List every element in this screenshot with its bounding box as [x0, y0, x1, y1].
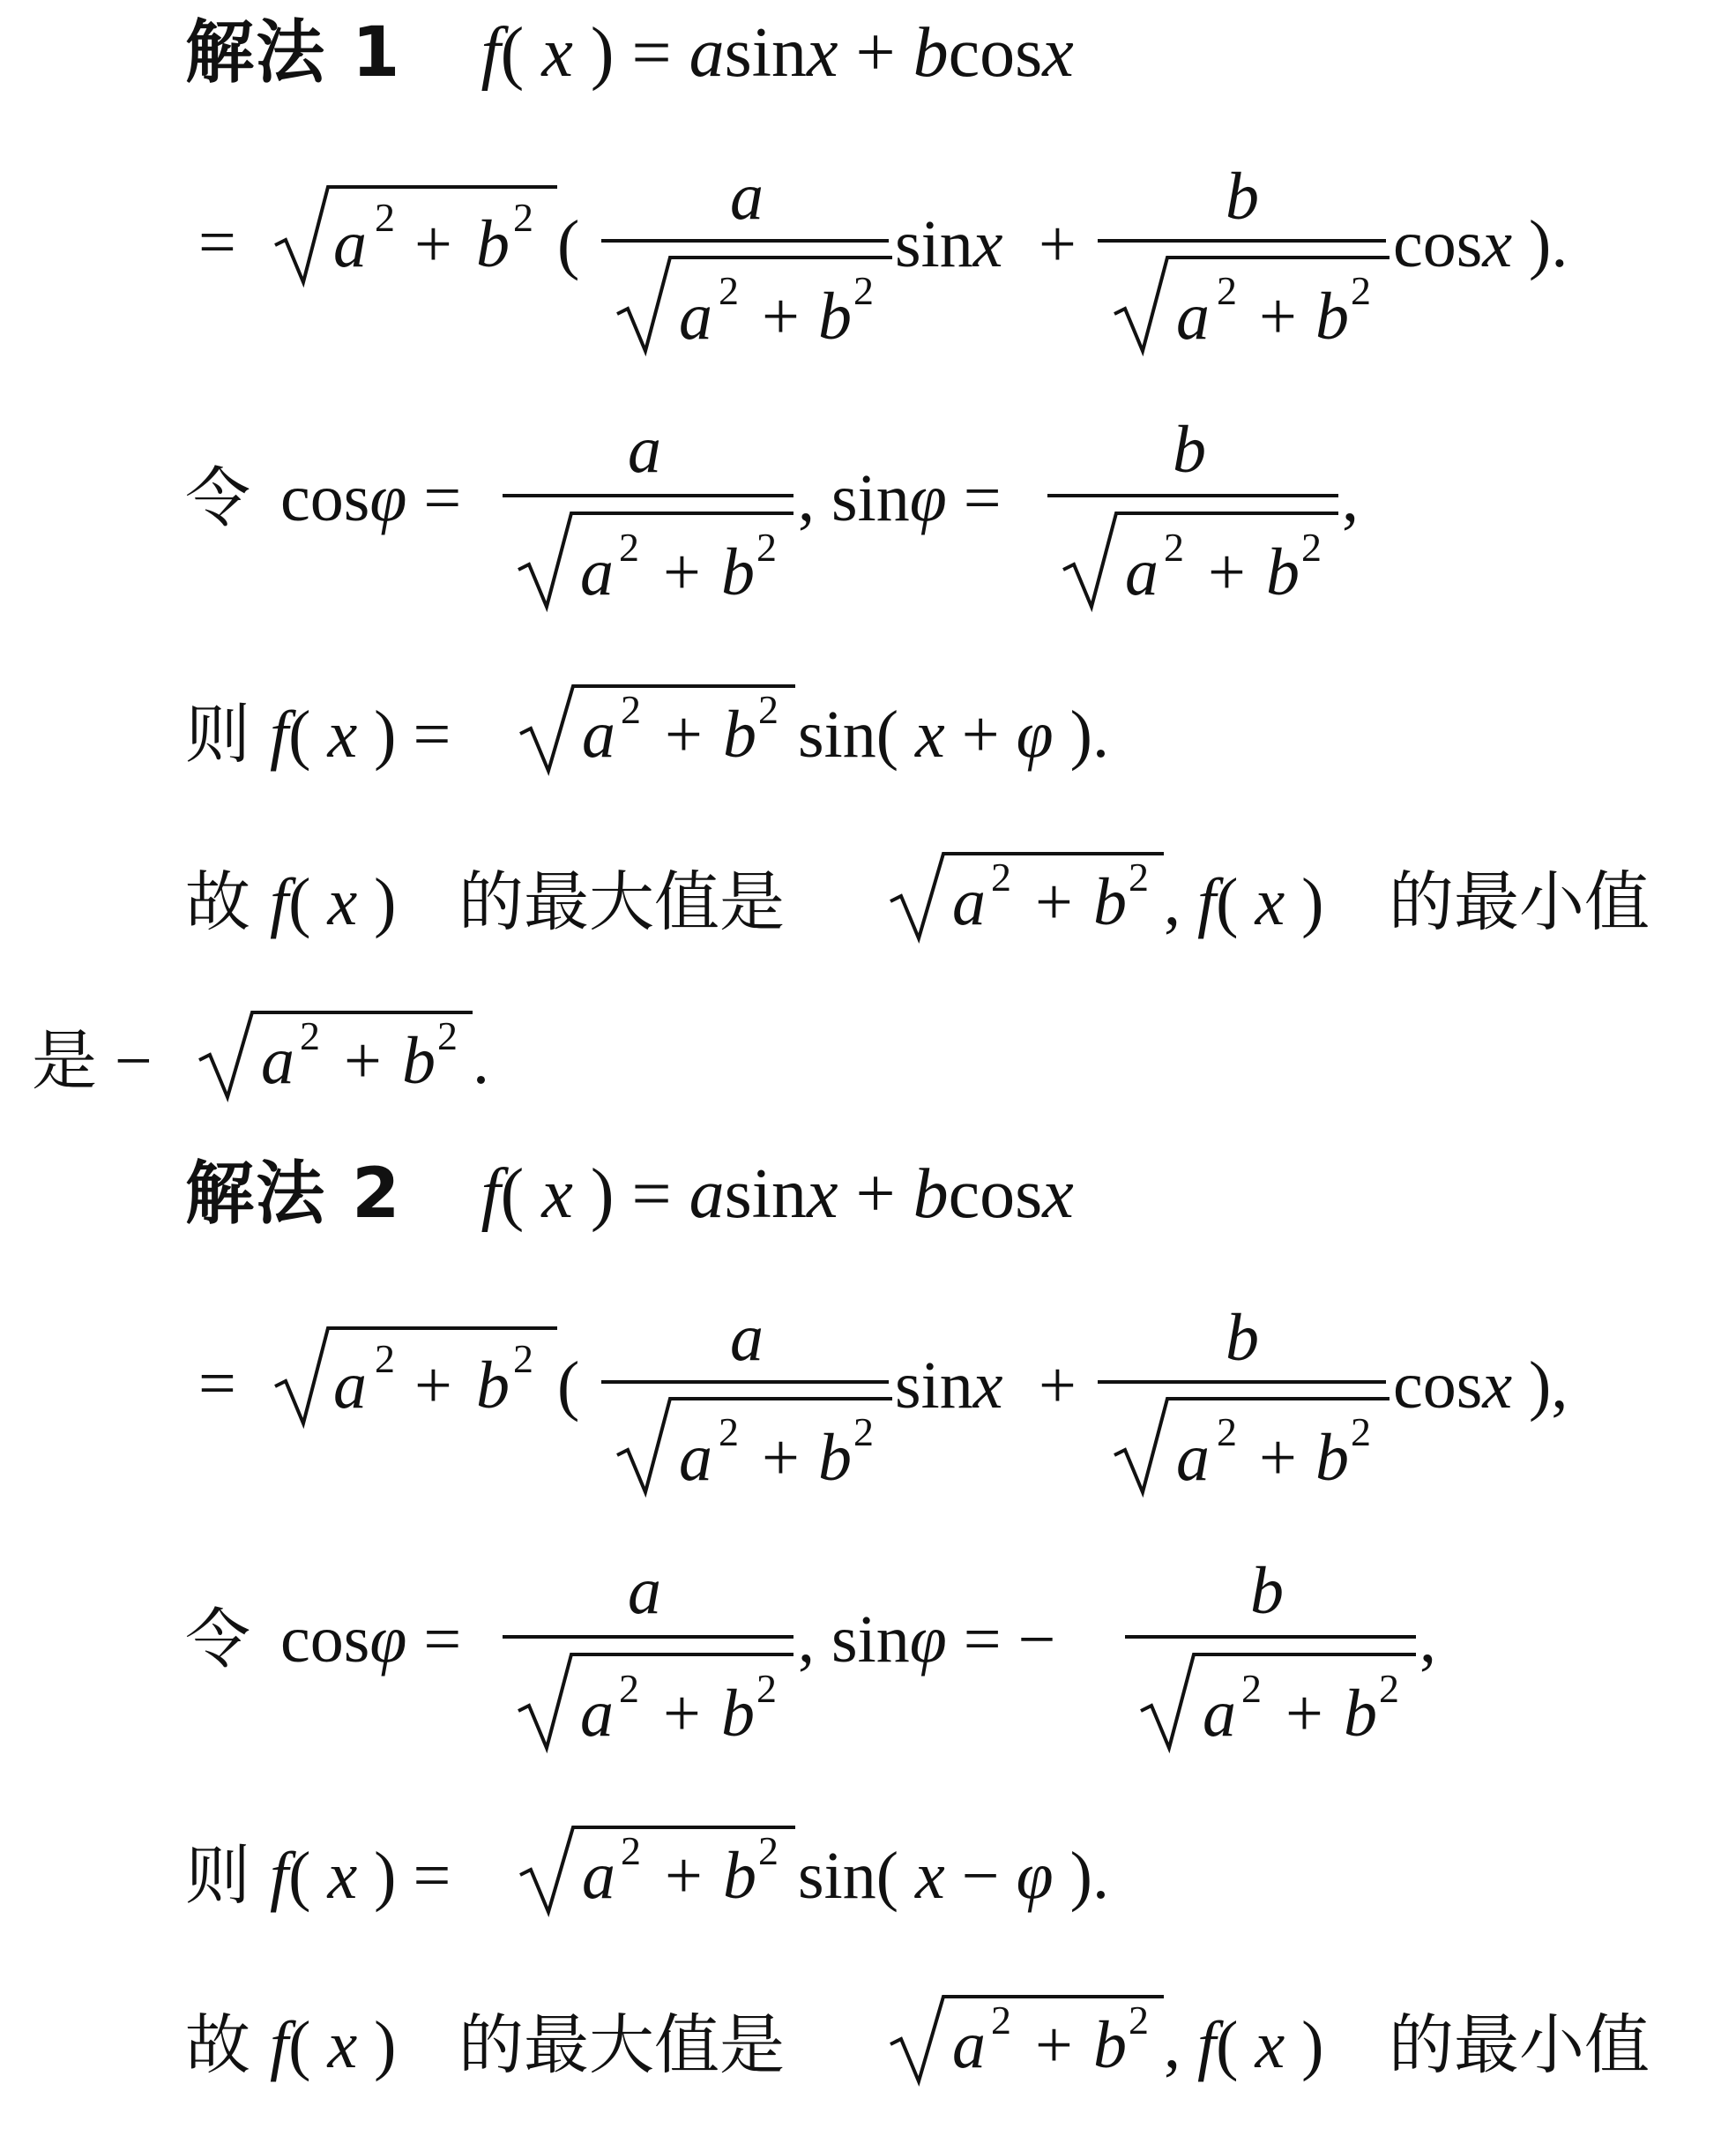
- svg-text:cosφ =: cosφ =: [280, 1602, 462, 1677]
- svg-text:a: a: [679, 1421, 712, 1495]
- svg-text:−: −: [115, 1024, 153, 1098]
- svg-text:+: +: [1259, 280, 1297, 354]
- svg-text:a: a: [582, 698, 615, 772]
- svg-text:a: a: [1203, 1677, 1236, 1751]
- svg-text:+: +: [663, 535, 701, 609]
- svg-text:故: 故: [185, 864, 250, 940]
- svg-text:2: 2: [853, 268, 874, 313]
- svg-text:,: ,: [1342, 461, 1359, 535]
- svg-text:则: 则: [185, 1838, 250, 1914]
- svg-text:sinx: sinx: [895, 207, 1003, 281]
- svg-text:a: a: [730, 1301, 764, 1375]
- solution1-line1: [185, 13, 1074, 93]
- svg-text:, f( x ): , f( x ): [1164, 2008, 1324, 2082]
- svg-text:+: +: [414, 1348, 452, 1423]
- svg-text:b: b: [723, 1839, 756, 1913]
- solution2-line1: [185, 1154, 1074, 1234]
- svg-text:故: 故: [185, 2007, 250, 2083]
- svg-text:sin( x − φ ).: sin( x − φ ).: [798, 1839, 1109, 1913]
- svg-text:是: 是: [32, 1023, 97, 1099]
- svg-text:2: 2: [719, 1409, 739, 1454]
- svg-text:b: b: [476, 207, 510, 281]
- svg-text:b: b: [1250, 1554, 1284, 1628]
- svg-text:b: b: [1093, 2008, 1127, 2082]
- svg-text:2: 2: [513, 1336, 533, 1381]
- svg-text:, sinφ =: , sinφ =: [798, 461, 1002, 535]
- svg-text:+: +: [665, 698, 703, 772]
- svg-text:+: +: [665, 1839, 703, 1913]
- svg-text:,: ,: [1419, 1602, 1436, 1677]
- svg-text:+: +: [344, 1024, 382, 1098]
- svg-text:a: a: [1125, 535, 1159, 609]
- svg-text:2: 2: [756, 1666, 777, 1711]
- svg-text:a: a: [1176, 1421, 1210, 1495]
- svg-text:b: b: [721, 1677, 755, 1751]
- svg-text:2: 2: [375, 195, 395, 240]
- svg-text:2: 2: [1217, 268, 1237, 313]
- svg-text:a: a: [628, 1554, 661, 1628]
- svg-text:b: b: [1226, 1301, 1259, 1375]
- svg-text:2: 2: [1129, 1998, 1149, 2043]
- svg-text:2: 2: [758, 1828, 779, 1873]
- svg-text:2: 2: [991, 855, 1011, 900]
- svg-text:+: +: [762, 1421, 800, 1495]
- svg-text:2: 2: [619, 1666, 639, 1711]
- svg-text:a: a: [679, 280, 712, 354]
- svg-text:+: +: [1285, 1677, 1323, 1751]
- svg-text:的最小值: 的最小值: [1389, 864, 1650, 940]
- svg-text:+: +: [414, 207, 452, 281]
- svg-text:2: 2: [619, 525, 639, 570]
- svg-text:2: 2: [437, 1013, 458, 1058]
- svg-text:2: 2: [1351, 1409, 1371, 1454]
- svg-text:+: +: [663, 1677, 701, 1751]
- svg-text:2: 2: [991, 1998, 1011, 2043]
- svg-text:a: a: [333, 207, 367, 281]
- svg-text:2: 2: [719, 268, 739, 313]
- svg-text:2: 2: [756, 525, 777, 570]
- svg-text:的最大值是: 的最大值是: [458, 2007, 785, 2083]
- svg-text:=: =: [198, 1347, 236, 1421]
- svg-text:(: (: [557, 1348, 580, 1423]
- svg-text:b: b: [723, 698, 756, 772]
- svg-text:2: 2: [758, 687, 779, 732]
- svg-text:sin( x + φ ).: sin( x + φ ).: [798, 698, 1109, 772]
- svg-text:.: .: [473, 1024, 489, 1098]
- svg-text:b: b: [1266, 535, 1300, 609]
- svg-text:a: a: [730, 160, 764, 234]
- svg-text:b: b: [402, 1024, 436, 1098]
- svg-text:2: 2: [1217, 1409, 1237, 1454]
- svg-text:+: +: [762, 280, 800, 354]
- svg-text:2: 2: [853, 1409, 874, 1454]
- svg-text:sinx: sinx: [895, 1348, 1003, 1423]
- svg-text:+: +: [1035, 2008, 1073, 2082]
- svg-text:f( x ): f( x ): [270, 865, 397, 939]
- svg-text:+: +: [1035, 865, 1073, 939]
- svg-text:则: 则: [185, 697, 250, 773]
- svg-text:2: 2: [1241, 1666, 1262, 1711]
- svg-text:a: a: [952, 2008, 986, 2082]
- svg-text:2: 2: [1164, 525, 1184, 570]
- svg-text:b: b: [818, 280, 852, 354]
- svg-text:a: a: [580, 535, 614, 609]
- svg-text:+: +: [1039, 1348, 1077, 1423]
- svg-text:b: b: [1226, 160, 1259, 234]
- svg-text:+: +: [1259, 1421, 1297, 1495]
- svg-text:a: a: [628, 413, 661, 487]
- svg-text:f( x ) =: f( x ) =: [270, 698, 451, 772]
- svg-text:b: b: [721, 535, 755, 609]
- svg-text:b: b: [1093, 865, 1127, 939]
- svg-text:+: +: [1039, 207, 1077, 281]
- svg-text:2: 2: [1351, 268, 1371, 313]
- svg-text:cosx ).: cosx ).: [1393, 207, 1568, 281]
- svg-text:b: b: [476, 1348, 510, 1423]
- svg-text:2: 2: [1129, 855, 1149, 900]
- svg-text:a: a: [333, 1348, 367, 1423]
- solution1-heading: 解法 1: [185, 13, 402, 93]
- solution2-heading: 解法 2: [185, 1154, 402, 1234]
- svg-text:, f( x ): , f( x ): [1164, 865, 1324, 939]
- svg-text:(: (: [557, 207, 580, 281]
- svg-text:f( x ) =: f( x ) =: [270, 1839, 451, 1913]
- solution2-equation-f: f( x ) = asinx + bcosx: [481, 1155, 1074, 1233]
- svg-text:2: 2: [1379, 1666, 1399, 1711]
- svg-text:2: 2: [375, 1336, 395, 1381]
- svg-text:2: 2: [621, 687, 641, 732]
- svg-text:f( x ): f( x ): [270, 2008, 397, 2082]
- svg-text:a: a: [580, 1677, 614, 1751]
- solution1-equation-f: f( x ) = asinx + bcosx: [481, 14, 1074, 92]
- svg-text:b: b: [1315, 280, 1349, 354]
- svg-text:a: a: [261, 1024, 294, 1098]
- svg-text:2: 2: [621, 1828, 641, 1873]
- svg-text:b: b: [1315, 1421, 1349, 1495]
- svg-text:的最大值是: 的最大值是: [458, 864, 785, 940]
- svg-text:=: =: [198, 205, 236, 280]
- svg-text:令: 令: [185, 1602, 250, 1677]
- svg-text:a: a: [1176, 280, 1210, 354]
- svg-text:b: b: [1173, 413, 1206, 487]
- svg-text:a: a: [582, 1839, 615, 1913]
- svg-text:令: 令: [185, 460, 250, 536]
- svg-text:的最小值: 的最小值: [1389, 2007, 1650, 2083]
- svg-text:2: 2: [1301, 525, 1322, 570]
- svg-text:, sinφ = −: , sinφ = −: [798, 1602, 1056, 1677]
- svg-text:cosφ =: cosφ =: [280, 461, 462, 535]
- svg-text:+: +: [1208, 535, 1246, 609]
- svg-text:b: b: [1344, 1677, 1377, 1751]
- svg-text:2: 2: [300, 1013, 320, 1058]
- svg-text:b: b: [818, 1421, 852, 1495]
- svg-text:a: a: [952, 865, 986, 939]
- svg-text:cosx ),: cosx ),: [1393, 1348, 1568, 1423]
- svg-text:2: 2: [513, 195, 533, 240]
